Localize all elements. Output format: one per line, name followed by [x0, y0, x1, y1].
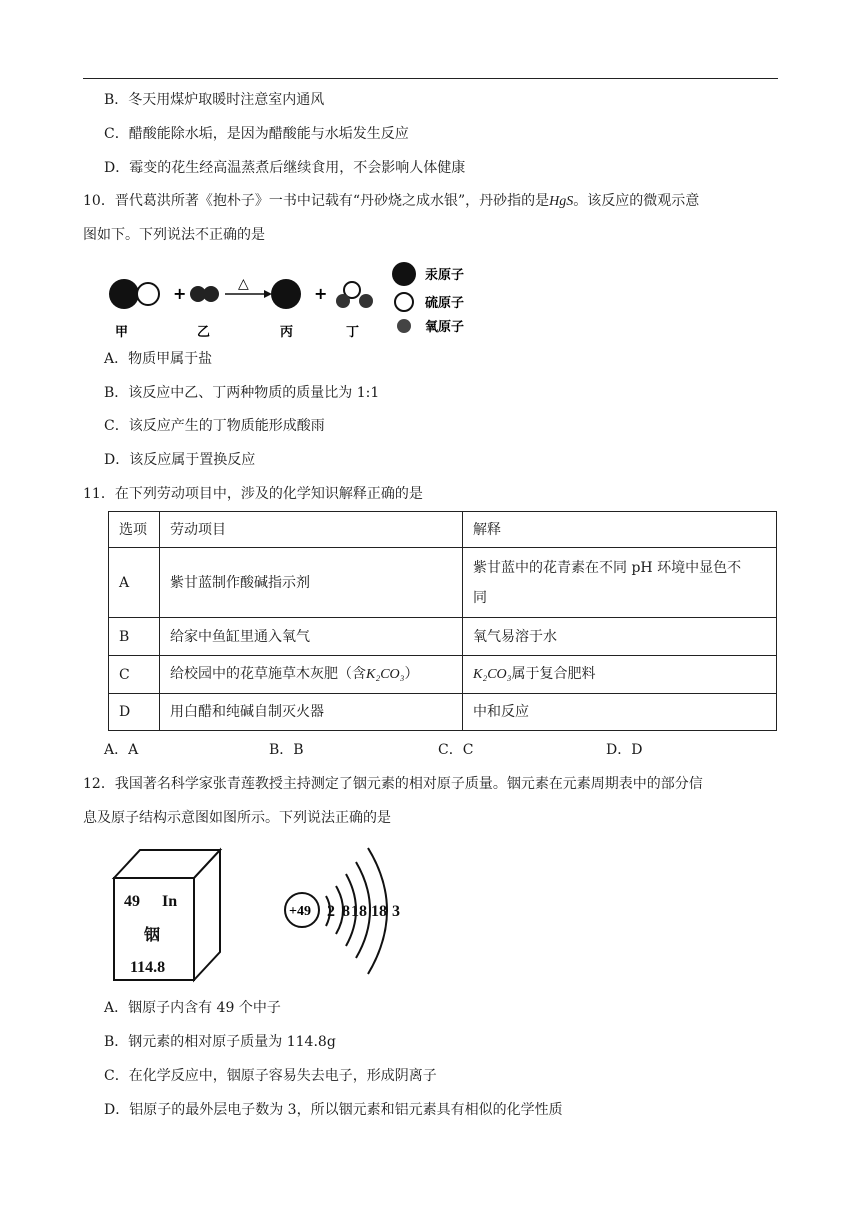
nuclear-charge: +49 [289, 904, 311, 919]
q9-option-b: B．冬天用煤炉取暖时注意室内通风 [104, 92, 325, 108]
shell-1-electrons: 2 [327, 903, 335, 920]
q11-choice-d: D．D [606, 742, 643, 758]
molecule-ding [336, 282, 373, 308]
atomic-structure [285, 848, 400, 974]
table-row [109, 548, 777, 618]
q10-option-c: C．该反应产生的丁物质能形成酸雨 [104, 418, 325, 434]
q10-option-d: D．该反应属于置换反应 [104, 452, 256, 468]
atomic-number: 49 [124, 893, 140, 910]
row-option: D [109, 694, 160, 731]
row-item: 给家中鱼缸里通入氧气 [160, 618, 463, 656]
q12-option-c: C．在化学反应中，铟原子容易失去电子，形成阴离子 [104, 1068, 437, 1084]
shell-2-electrons: 8 [342, 903, 350, 920]
label-jia: 甲 [115, 325, 129, 340]
molecule-yi [190, 286, 219, 302]
table-row [109, 656, 777, 694]
row-explanation: 中和反应 [463, 694, 777, 731]
q9-option-d: D．霉变的花生经高温蒸煮后继续食用，不会影响人体健康 [104, 160, 466, 176]
explanation-line2: 同 [473, 589, 487, 606]
legend [392, 262, 416, 333]
molecule-bing [271, 279, 301, 309]
q10-stem-line2: 图如下。下列说法不正确的是 [83, 227, 265, 243]
reaction-diagram [100, 252, 480, 342]
element-symbol: In [162, 893, 178, 910]
header-rule [83, 78, 778, 79]
element-name: 铟 [144, 927, 161, 944]
label-yi: 乙 [197, 325, 211, 340]
plus-sign: + [314, 284, 328, 303]
q10-option-a: A．物质甲属于盐 [104, 351, 213, 367]
table-row [109, 694, 777, 731]
q11-choice-c: C．C [438, 742, 474, 758]
legend-oxygen: 氧原子 [425, 320, 465, 335]
item-text: 给校园中的花草施草木灰肥（含 [170, 666, 366, 682]
row-explanation: 氧气易溶于水 [463, 618, 777, 656]
q12-stem-line1: 12．我国著名科学家张青莲教授主持测定了铟元素的相对原子质量。铟元素在元素周期表中的部分信 [83, 776, 703, 792]
row-option: B [109, 618, 160, 656]
q11-table [108, 511, 777, 731]
q10-formula: HgS [549, 194, 574, 209]
q9-option-c: C．醋酸能除水垢，是因为醋酸能与水垢发生反应 [104, 126, 409, 142]
label-bing: 丙 [280, 325, 294, 340]
q10-option-b: B．该反应中乙、丁两种物质的质量比为 1:1 [104, 385, 380, 401]
plus-sign: + [173, 284, 187, 303]
table-row [109, 618, 777, 656]
q10-stem-line1 [83, 191, 699, 212]
row-item: 紫甘蓝制作酸碱指示剂 [160, 548, 463, 618]
row-item: 用白醋和纯碱自制灭火器 [160, 694, 463, 731]
header-item: 劳动项目 [160, 512, 463, 548]
explanation-line1: 紫甘蓝中的花青素在不同 pH 环境中显色不 [473, 559, 742, 576]
q10-stem-text-b: 。该反应的微观示意 [573, 193, 700, 209]
table-header-row [109, 512, 777, 548]
header-option: 选项 [109, 512, 160, 548]
row-item [160, 656, 463, 694]
label-ding: 丁 [346, 325, 360, 340]
q12-stem-line2: 息及原子结构示意图如图所示。下列说法正确的是 [83, 810, 391, 826]
atomic-mass: 114.8 [130, 959, 166, 976]
q12-option-d: D．铝原子的最外层电子数为 3，所以铟元素和铝元素具有相似的化学性质 [104, 1102, 563, 1118]
q12-option-a: A．铟原子内含有 49 个中子 [104, 1000, 281, 1016]
molecule-jia [109, 279, 159, 309]
row-explanation [463, 548, 777, 618]
q12-option-b: B．钢元素的相对原子质量为 114.8g [104, 1034, 336, 1050]
q11-choice-b: B．B [269, 742, 304, 758]
legend-sulfur: 硫原子 [425, 296, 465, 311]
legend-mercury: 汞原子 [425, 268, 465, 283]
row-option: A [109, 548, 160, 618]
q11-stem: 11．在下列劳动项目中，涉及的化学知识解释正确的是 [83, 486, 423, 502]
explanation-text: 属于复合肥料 [511, 666, 596, 682]
shell-3-electrons: 18 [351, 903, 367, 920]
header-explanation: 解释 [463, 512, 777, 548]
shell-5-electrons: 3 [392, 903, 400, 920]
q11-choice-a: A．A [104, 742, 139, 758]
item-text-end: ） [404, 666, 419, 682]
row-explanation [463, 656, 777, 694]
shell-4-electrons: 18 [371, 903, 387, 920]
heat-condition: △ [238, 276, 249, 292]
indium-figure [100, 830, 420, 990]
item-formula: K₂CO₃ [366, 667, 405, 682]
explanation-formula: K₂CO₃ [473, 667, 512, 682]
q10-stem-text-a: 10．晋代葛洪所著《抱朴子》一书中记载有“丹砂烧之成水银”，丹砂指的是 [83, 193, 550, 209]
row-option: C [109, 656, 160, 694]
